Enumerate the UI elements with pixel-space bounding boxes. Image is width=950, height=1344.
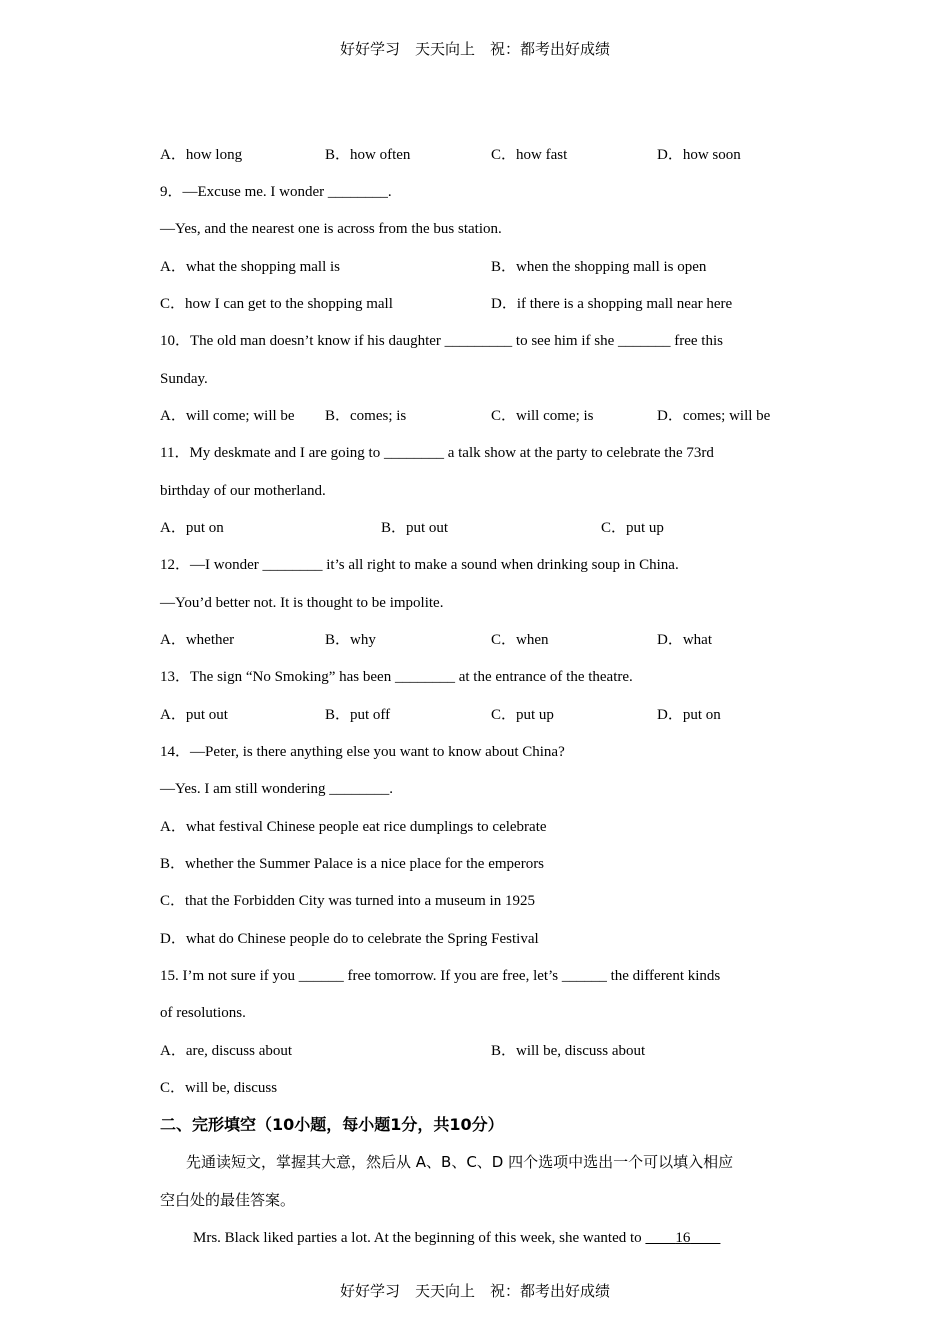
blank-16 — [645, 1230, 720, 1246]
q15-stem-line2: of resolutions. — [160, 1005, 246, 1021]
q14-option-b: B．whether the Summer Palace is a nice place for the emperors — [160, 856, 545, 872]
q9-stem: 9．—Excuse me. I wonder ________. — [160, 184, 392, 200]
page-header: 好好学习 天天向上 祝：都考出好成绩 — [339, 40, 610, 58]
q12-option-d: D．what — [657, 632, 712, 648]
q11-option-c: C．put up — [601, 520, 664, 536]
q13-stem: 13．The sign “No Smoking” has been ________ at the entrance of the theatre. — [160, 669, 633, 685]
q9-option-c: C．how I can get to the shopping mall — [160, 296, 393, 312]
section2-title: 二、完形填空（10小题，每小题1分，共10分） — [160, 1115, 504, 1134]
q10-stem-line1: 10．The old man doesn’t know if his daughter _________ to see him if she _______ free this — [160, 333, 723, 349]
q14-option-c: C．that the Forbidden City was turned into a museum in 1925 — [160, 893, 535, 909]
q14-reply: —Yes. I am still wondering ________. — [160, 781, 394, 797]
q11-option-b: B．put out — [381, 520, 449, 536]
section2-instruction-line2: 空白处的最佳答案。 — [160, 1191, 296, 1209]
q11-stem-line1: 11．My deskmate and I are going to ________ a talk show at the party to celebrate the 73rd — [160, 445, 714, 461]
q9-option-a: A．what the shopping mall is — [160, 259, 340, 275]
q15-option-c: C．will be, discuss — [160, 1080, 278, 1096]
q10-option-b: B．comes; is — [325, 408, 407, 424]
q12-option-b: B．why — [325, 632, 376, 648]
q13-option-a: A．put out — [160, 707, 228, 723]
q15-stem-line1: 15. I’m not sure if you ______ free tomorrow. If you are free, let’s ______ the different kinds — [160, 968, 721, 984]
q14-stem: 14．—Peter, is there anything else you want to know about China? — [160, 744, 565, 760]
q8-option-d: D．how soon — [657, 147, 741, 163]
q8-option-b: B．how often — [325, 147, 411, 163]
passage-text: Mrs. Black liked parties a lot. At the beginning of this week, she wanted to — [193, 1230, 646, 1246]
q9-reply: —Yes, and the nearest one is across from the bus station. — [160, 221, 502, 237]
q13-option-c: C．put up — [491, 707, 554, 723]
q12-reply: —You’d better not. It is thought to be impolite. — [160, 595, 444, 611]
q8-option-c: C．how fast — [491, 147, 568, 163]
q14-option-d: D．what do Chinese people do to celebrate the Spring Festival — [160, 931, 539, 947]
section2-instruction-line1: 先通读短文，掌握其大意，然后从 A、B、C、D 四个选项中选出一个可以填入相应 — [186, 1153, 734, 1171]
q10-option-c: C．will come; is — [491, 408, 594, 424]
q10-stem-line2: Sunday. — [160, 371, 208, 387]
q12-option-c: C．when — [491, 632, 549, 648]
q10-option-a: A．will come; will be — [160, 408, 295, 424]
page-footer: 好好学习 天天向上 祝：都考出好成绩 — [339, 1282, 610, 1300]
q8-option-a: A．how long — [160, 147, 243, 163]
q15-option-a: A．are, discuss about — [160, 1043, 293, 1059]
q12-option-a: A．whether — [160, 632, 235, 648]
q15-option-b: B．will be, discuss about — [491, 1043, 646, 1059]
q13-option-d: D．put on — [657, 707, 721, 723]
q9-option-d: D．if there is a shopping mall near here — [491, 296, 733, 312]
q11-stem-line2: birthday of our motherland. — [160, 483, 326, 499]
q13-option-b: B．put off — [325, 707, 391, 723]
q9-option-b: B．when the shopping mall is open — [491, 259, 707, 275]
q10-option-d: D．comes; will be — [657, 408, 771, 424]
blank-16-number: 16 — [675, 1230, 691, 1246]
q14-option-a: A．what festival Chinese people eat rice dumplings to celebrate — [160, 819, 547, 835]
q12-stem: 12．—I wonder ________ it’s all right to make a sound when drinking soup in China. — [160, 557, 679, 573]
q11-option-a: A．put on — [160, 520, 224, 536]
passage-line1 — [193, 1228, 720, 1248]
